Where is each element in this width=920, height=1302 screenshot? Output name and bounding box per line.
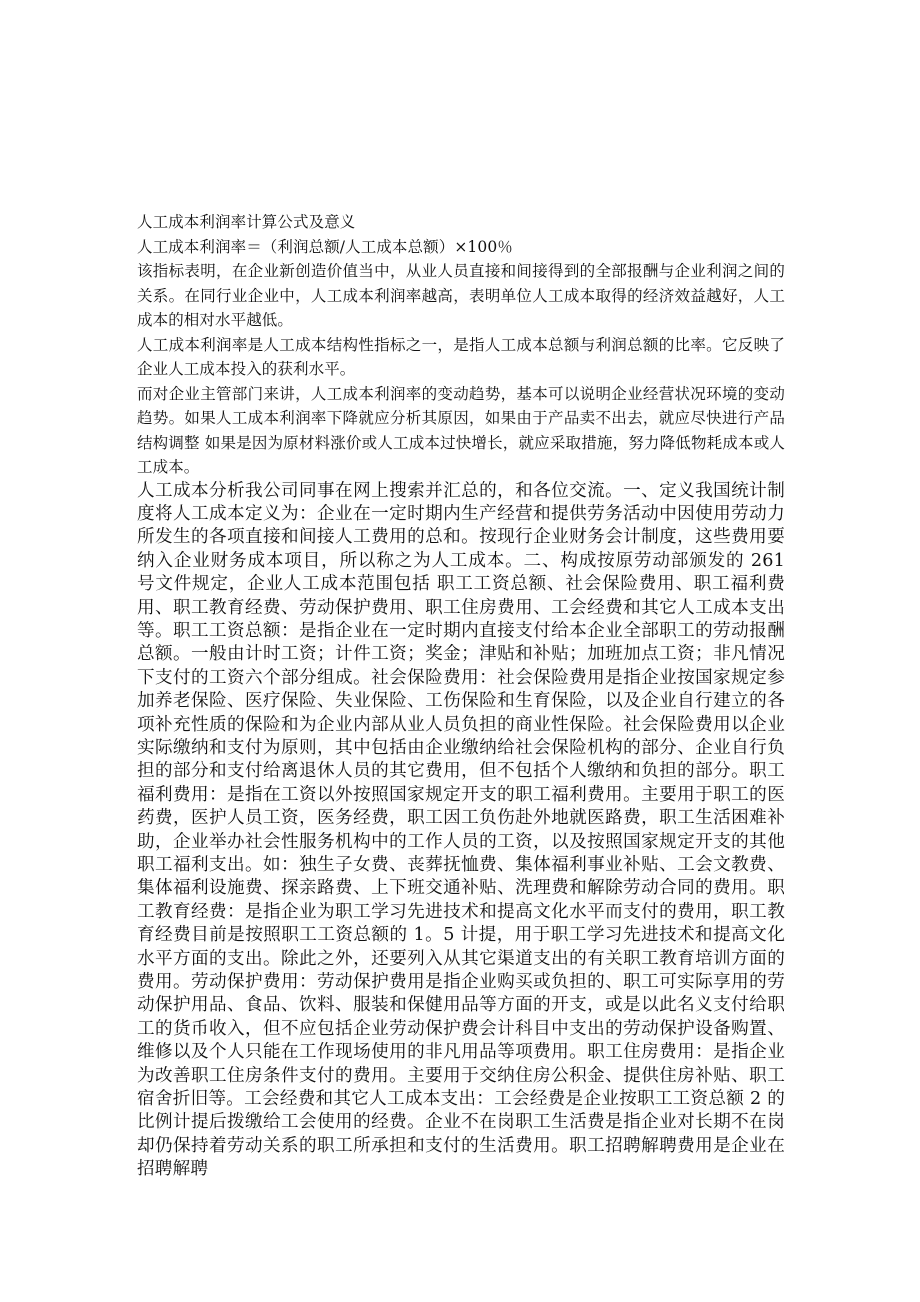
document-page (137, 210, 785, 1182)
formula-line: 人工成本利润率＝（利润总额/人工成本总额）×100％ (137, 237, 513, 256)
paragraph-labor-cost-analysis: 人工成本分析我公司同事在网上搜索并汇总的，和各位交流。一、定义我国统计制度将人工成本定义为：企业在一定时期内生产经营和提供劳务活动中因使用劳动力所发生的各项直接和间接人工费用的总和。按现行企业财务会计制度，这些费用要纳入企业财务成本项目，所以称之为人工成本。二、构成按原劳动部颁发的 261 号文件规定，企业人工成本范围包括 职工工资总额、社会保险费用、职工福利费用、职工教育经费、劳动保护费用、职工住房费用、工会经费和其它人工成本支出等。职工工资总额：是指企业在一定时期内直接支付给本企业全部职工的劳动报酬总额。一般由计时工资；计件工资；奖金；津贴和补贴；加班加点工资；非凡情况下支付的工资六个部分组成。社会保险费用：社会保险费用是指企业按国家规定参加养老保险、医疗保险、失业保险、工伤保险和生育保险，以及企业自行建立的各项补充性质的保险和为企业内部从业人员负担的商业性保险。社会保险费用以企业实际缴纳和支付为原则，其中包括由企业缴纳给社会保险机构的部分、企业自行负担的部分和支付给离退休人员的其它费用，但不包括个人缴纳和负担的部分。职工福利费用：是指在工资以外按照国家规定开支的职工福利费用。主要用于职工的医药费，医护人员工资，医务经费，职工因工负伤赴外地就医路费，职工生活困难补助，企业举办社会性服务机构中的工作人员的工资，以及按照国家规定开支的其他职工福利支出。如：独生子女费、丧葬抚恤费、集体福利事业补贴、工会文教费、集体福利设施费、探亲路费、上下班交通补贴、洗理费和解除劳动合同的费用。职工教育经费：是指企业为职工学习先进技术和提高文化水平而支付的费用，职工教育经费目前是按照职工工资总额的 1。5 计提，用于职工学习先进技术和提高文化水平方面的支出。除此之外，还要列入从其它渠道支出的有关职工教育培训方面的费用。劳动保护费用：劳动保护费用是指企业购买或负担的、职工可实际享用的劳动保护用品、食品、饮料、服装和保健用品等方面的开支，或是以此名义支付给职工的货币收入，但不应包括企业劳动保护费会计科目中支出的劳动保护设备购置、维修以及个人只能在工作现场使用的非凡用品等项费用。职工住房费用：是指企业为改善职工住房条件支付的费用。主要用于交纳住房公积金、提供住房补贴、职工宿舍折旧等。工会经费和其它人工成本支出：工会经费是企业按职工工资总额 2 的比例计提后拨缴给工会使用的经费。企业不在岗职工生活费是指企业对长期不在岗却仍保持着劳动关系的职工所承担和支付的生活费用。职工招聘解聘费用是企业在招聘解聘 (137, 480, 785, 1180)
paragraph-indicator-meaning: 该指标表明，在企业新创造价值当中，从业人员直接和间接得到的全部报酬与企业利润之间的关系。在同行业企业中，人工成本利润率越高，表明单位人工成本取得的经济效益越好，人工成本的相对水平越低。 (137, 262, 785, 329)
paragraph-trend-analysis: 而对企业主管部门来讲，人工成本利润率的变动趋势，基本可以说明企业经营状况环境的变动趋势。如果人工成本利润率下降就应分析其原因，如果由于产品卖不出去，就应尽快进行产品结构调整 如果是因为原材料涨价或人工成本过快增长，就应采取措施，努力降低物耗成本或人工成本。 (137, 384, 785, 476)
paragraph-structural-indicator: 人工成本利润率是人工成本结构性指标之一，是指人工成本总额与利润总额的比率。它反映了企业人工成本投入的获利水平。 (137, 335, 785, 378)
document-title: 人工成本利润率计算公式及意义 (137, 213, 356, 231)
